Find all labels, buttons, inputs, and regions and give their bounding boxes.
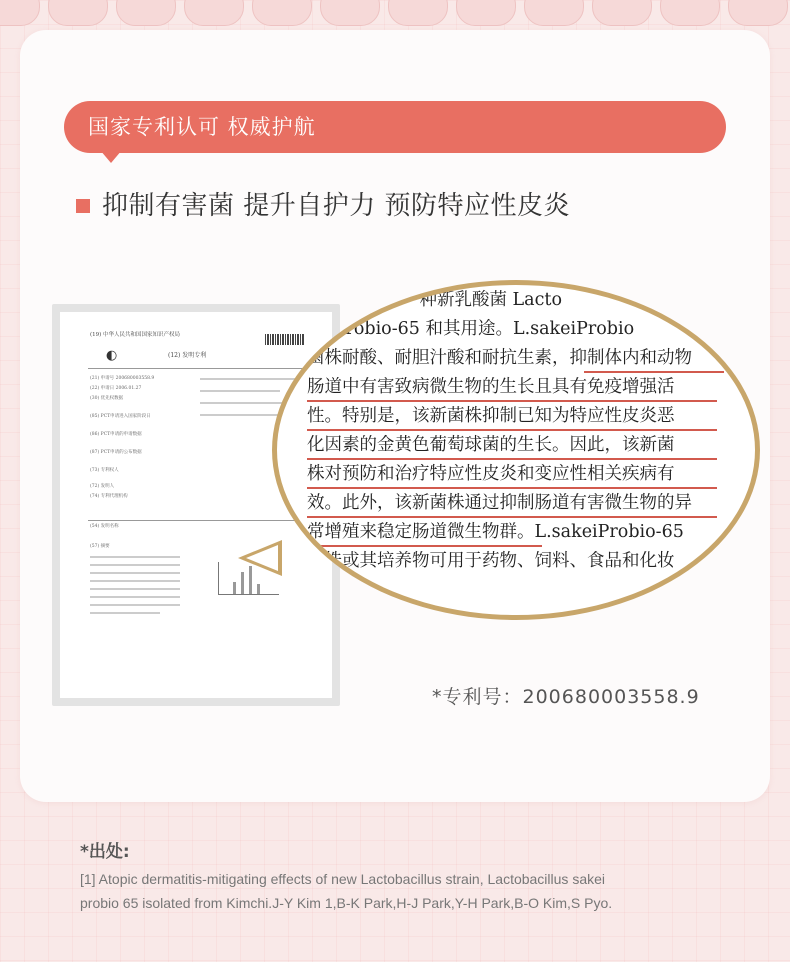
patent-doc-type: (12) 发明专利: [168, 352, 207, 359]
magnified-line: 常增殖来稳定肠道微生物群。L.sakeiProbio-65: [307, 522, 684, 542]
magnified-line: 菌株耐酸、耐胆汁酸和耐抗生素，抑制体内和动物: [307, 348, 692, 368]
magnified-text-bubble: [272, 280, 760, 620]
banner-title: 国家专利认可 权威护航: [88, 115, 316, 139]
highlight-underline: [307, 429, 717, 431]
magnified-line: 性。特别是，该新菌株抑制已知为特应性皮炎恶: [307, 406, 675, 426]
source-title: *出处:: [80, 842, 130, 862]
bib-item: (72) 发明人: [90, 484, 115, 489]
bib-item: (74) 专利代理机构: [90, 494, 128, 499]
bubble-pointer-inner: [246, 545, 278, 571]
patent-authority: (19) 中华人民共和国国家知识产权局: [90, 332, 181, 338]
highlight-underline: [307, 458, 717, 460]
bib-item: (87) PCT申请的公布数据: [90, 450, 142, 455]
magnified-side-letter: B: [276, 556, 295, 568]
highlight-underline: [307, 400, 717, 402]
magnified-line: 开了一种新乳酸菌 Lacto: [367, 290, 562, 310]
magnified-line: 1 Probio-65 和其用途。L.sakeiProbio: [317, 319, 635, 339]
highlight-underline: [307, 516, 717, 518]
barcode: [265, 334, 305, 345]
bib-item: (86) PCT申请的申请数据: [90, 432, 142, 437]
subtitle: 抑制有害菌 提升自护力 预防特应性皮炎: [102, 191, 571, 221]
sipo-logo-icon: ◐: [106, 348, 118, 363]
bib-item: (54) 发明名称: [90, 524, 119, 529]
reference-line: [1] Atopic dermatitis-mitigating effects of new Lactobacillus strain, Lactobacillus sakei: [80, 871, 605, 887]
magnified-line: 效。此外，该新菌株通过抑制肠道有害微生物的异: [307, 493, 692, 513]
subtitle-marker: [76, 199, 90, 213]
bib-item: (57) 摘要: [90, 544, 110, 549]
reference-line: probio 65 isolated from Kimchi.J-Y Kim 1,B-K Park,H-J Park,Y-H Park,B-O Kim,S Pyo.: [80, 895, 613, 911]
bib-item: (30) 优先权数据: [90, 396, 124, 401]
patent-number: *专利号：200680003558.9: [432, 686, 700, 708]
magnified-line: 肠道中有害致病微生物的生长且具有免疫增强活: [307, 377, 675, 397]
magnified-line: 菌株或其培养物可用于药物、饲料、食品和化妆: [307, 551, 675, 571]
bib-item: (85) PCT申请进入国家阶段日: [90, 414, 151, 419]
highlight-underline: [307, 487, 717, 489]
bib-item: (73) 专利权人: [90, 468, 119, 473]
magnified-line: 株对预防和治疗特应性皮炎和变应性相关疾病有: [307, 464, 675, 484]
highlight-underline: [307, 545, 542, 547]
highlight-underline: [584, 371, 724, 373]
bib-item: (21) 申请号 200680003558.9: [90, 376, 155, 381]
magnified-line: 化因素的金黄色葡萄球菌的生长。因此，该新菌: [307, 435, 675, 455]
bib-item: (22) 申请日 2006.01.27: [90, 386, 142, 391]
